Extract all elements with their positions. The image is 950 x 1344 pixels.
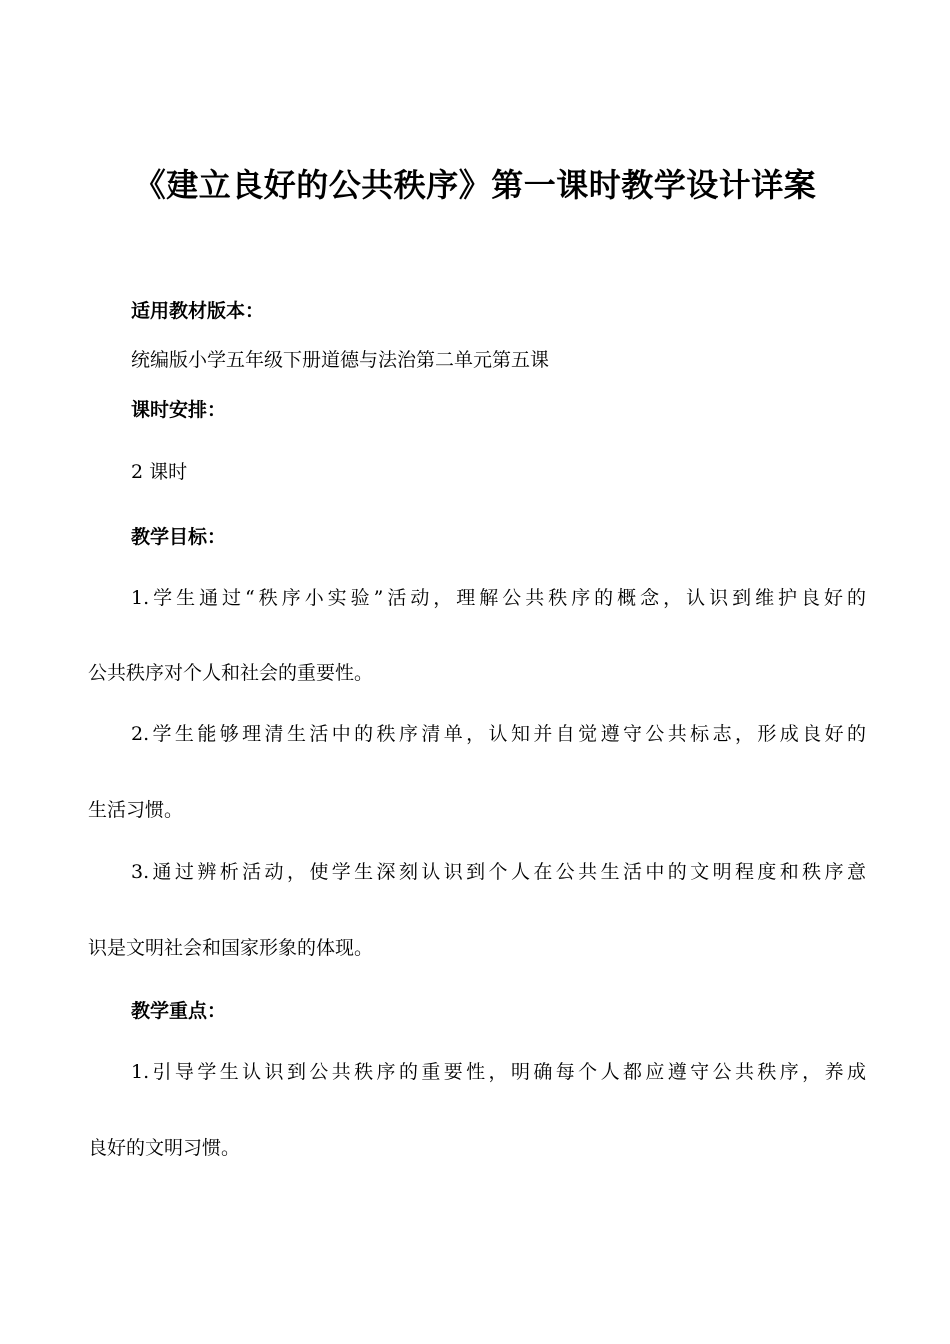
schedule-value: 2 课时 xyxy=(131,461,188,483)
edition-value: 统编版小学五年级下册道德与法治第二单元第五课 xyxy=(131,349,550,371)
document-title: 《建立良好的公共秩序》第一课时教学设计详案 xyxy=(133,166,817,204)
objective-2-line-1: 2.学生能够理清生活中的秩序清单，认知并自觉遵守公共标志，形成良好的 xyxy=(131,723,866,745)
objectives-label: 教学目标： xyxy=(131,526,227,548)
objective-3-line-1: 3.通过辨析活动，使学生深刻认识到个人在公共生活中的文明程度和秩序意 xyxy=(131,861,866,883)
objective-3-line-2: 识是文明社会和国家形象的体现。 xyxy=(88,937,374,959)
objective-1-line-2: 公共秩序对个人和社会的重要性。 xyxy=(88,662,374,684)
objective-1-line-1: 1.学生通过“秩序小实验”活动，理解公共秩序的概念，认识到维护良好的 xyxy=(131,587,866,609)
objective-2-line-2: 生活习惯。 xyxy=(88,799,184,821)
edition-label: 适用教材版本： xyxy=(131,300,265,322)
keypoint-1-line-1: 1.引导学生认识到公共秩序的重要性，明确每个人都应遵守公共秩序，养成 xyxy=(131,1061,866,1083)
schedule-label: 课时安排： xyxy=(131,399,227,421)
keypoint-1-line-2: 良好的文明习惯。 xyxy=(88,1137,241,1159)
keypoints-label: 教学重点： xyxy=(131,1000,227,1022)
